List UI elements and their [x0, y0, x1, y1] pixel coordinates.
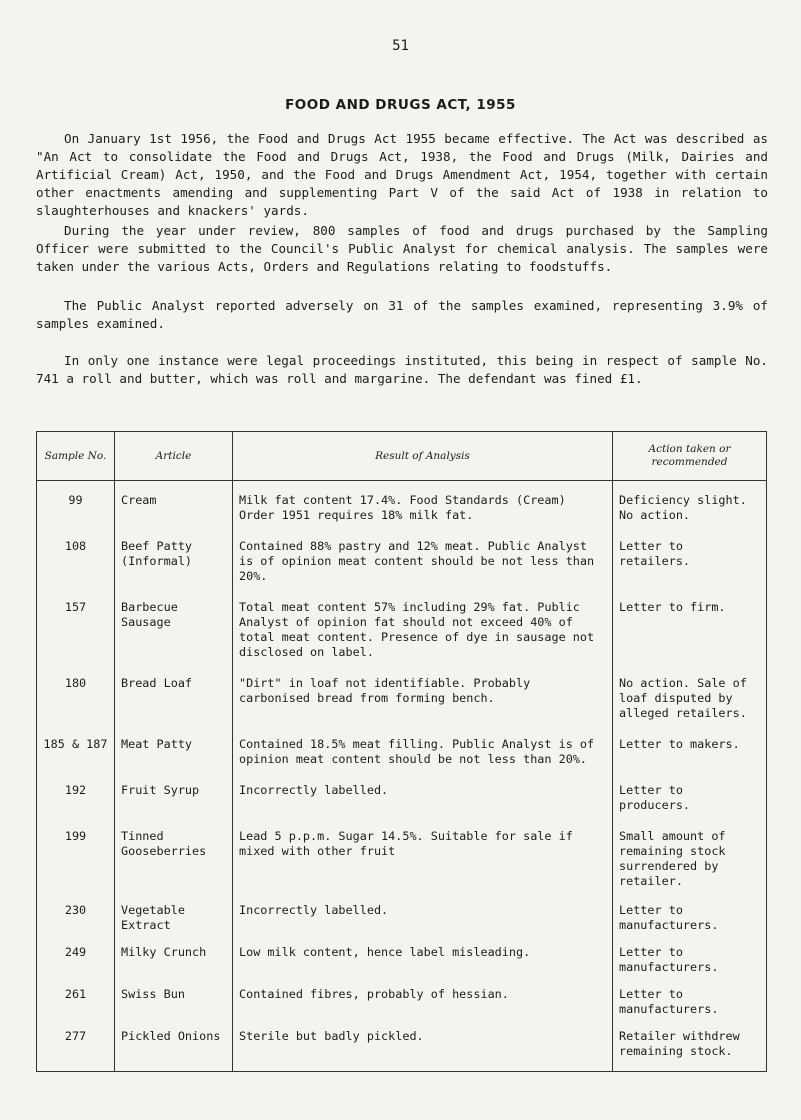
table-row [37, 1021, 767, 1072]
cell-sample-no: 180 [37, 664, 115, 725]
cell-sample-no: 277 [37, 1021, 115, 1072]
cell-result: Sterile but badly pickled. [233, 1021, 613, 1072]
cell-result: Contained 88% pastry and 12% meat. Public Analyst is of opinion meat content should be not less than 20%. [233, 527, 613, 588]
cell-result: Lead 5 p.p.m. Sugar 14.5%. Suitable for sale if mixed with other fruit [233, 817, 613, 893]
page-number: 51 [392, 38, 409, 54]
cell-sample-no: 192 [37, 771, 115, 817]
cell-article: Vegetable Extract [115, 893, 233, 937]
table-row [37, 481, 767, 528]
paragraph-samples-submitted: During the year under review, 800 samples of food and drugs purchased by the Sampling Officer were submitted to the Council's Public Analyst for chemical analysis. The samples were taken under the various Acts, Orders and Regulations relating to foodstuffs. [36, 223, 768, 274]
cell-action: Small amount of remaining stock surrendered by retailer. [613, 817, 767, 893]
cell-article: Barbecue Sausage [115, 588, 233, 664]
cell-sample-no: 261 [37, 979, 115, 1021]
table-row [37, 893, 767, 937]
cell-action: Deficiency slight. No action. [613, 481, 767, 528]
table-header-row [37, 432, 767, 481]
table-row [37, 725, 767, 771]
cell-result: Contained fibres, probably of hessian. [233, 979, 613, 1021]
cell-action: Letter to firm. [613, 588, 767, 664]
table-row [37, 937, 767, 979]
cell-action: Letter to producers. [613, 771, 767, 817]
cell-article: Tinned Gooseberries [115, 817, 233, 893]
cell-sample-no: 185 & 187 [37, 725, 115, 771]
header-action: Action taken or recommended [613, 432, 767, 481]
cell-sample-no: 157 [37, 588, 115, 664]
cell-result: Incorrectly labelled. [233, 893, 613, 937]
paragraph-legal-proceedings: In only one instance were legal proceedings instituted, this being in respect of sample No. 741 a roll and butter, which was roll and margarine. The defendant was fined £1. [36, 353, 768, 386]
table-row [37, 588, 767, 664]
header-article: Article [115, 432, 233, 481]
table-row [37, 771, 767, 817]
header-sample-no: Sample No. [37, 432, 115, 481]
cell-action: No action. Sale of loaf disputed by alleged retailers. [613, 664, 767, 725]
cell-article: Fruit Syrup [115, 771, 233, 817]
cell-action: Letter to manufacturers. [613, 893, 767, 937]
cell-article: Bread Loaf [115, 664, 233, 725]
cell-result: Incorrectly labelled. [233, 771, 613, 817]
cell-action: Letter to manufacturers. [613, 979, 767, 1021]
cell-sample-no: 199 [37, 817, 115, 893]
page-title: FOOD AND DRUGS ACT, 1955 [285, 97, 516, 113]
analysis-results-table [36, 431, 767, 1072]
cell-sample-no: 230 [37, 893, 115, 937]
cell-sample-no: 249 [37, 937, 115, 979]
table-row [37, 979, 767, 1021]
cell-action: Letter to retailers. [613, 527, 767, 588]
cell-action: Letter to manufacturers. [613, 937, 767, 979]
cell-action: Letter to makers. [613, 725, 767, 771]
paragraph-act-description: On January 1st 1956, the Food and Drugs Act 1955 became effective. The Act was described as "An Act to consolidate the Food and Drugs Act, 1938, the Food and Drugs (Milk, Dairies and Artificial Cream) Act, 1950, and the Food and Drugs Amendment Act, 1954, together with certain other enactments amending and supplementing Part V of the said Act of 1938 in relation to slaughterhouses and knackers' yards. [36, 131, 768, 218]
table-row [37, 664, 767, 725]
cell-article: Cream [115, 481, 233, 528]
cell-sample-no: 99 [37, 481, 115, 528]
cell-result: Milk fat content 17.4%. Food Standards (Cream) Order 1951 requires 18% milk fat. [233, 481, 613, 528]
paragraph-adverse-reports: The Public Analyst reported adversely on 31 of the samples examined, representing 3.9% of samples examined. [36, 298, 768, 331]
cell-result: Contained 18.5% meat filling. Public Analyst is of opinion meat content should be not less than 20%. [233, 725, 613, 771]
table-body [37, 481, 767, 1072]
cell-action: Retailer withdrew remaining stock. [613, 1021, 767, 1072]
cell-article: Milky Crunch [115, 937, 233, 979]
cell-article: Beef Patty (Informal) [115, 527, 233, 588]
cell-sample-no: 108 [37, 527, 115, 588]
table-row [37, 817, 767, 893]
cell-result: Low milk content, hence label misleading. [233, 937, 613, 979]
table-row [37, 527, 767, 588]
cell-article: Meat Patty [115, 725, 233, 771]
cell-article: Swiss Bun [115, 979, 233, 1021]
header-result: Result of Analysis [233, 432, 613, 481]
cell-result: "Dirt" in loaf not identifiable. Probably carbonised bread from forming bench. [233, 664, 613, 725]
cell-result: Total meat content 57% including 29% fat. Public Analyst of opinion fat should not exceed 40% of total meat content. Presence of dye in sausage not disclosed on label. [233, 588, 613, 664]
cell-article: Pickled Onions [115, 1021, 233, 1072]
